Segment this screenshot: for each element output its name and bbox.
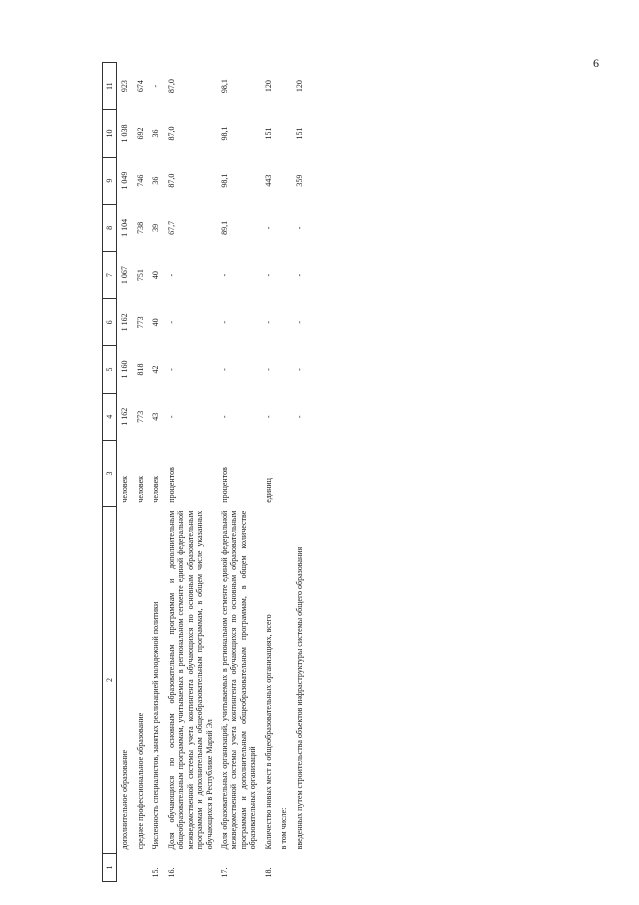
value-cell	[276, 110, 291, 157]
row-unit: процентов	[219, 467, 229, 503]
value-cell: -	[294, 368, 304, 371]
row-description: Численность специалистов, занятых реализацией молодежной политики	[151, 601, 161, 850]
value-cell: 40	[151, 318, 161, 327]
value-cell: 36	[151, 129, 161, 138]
table-row	[148, 63, 163, 882]
value-cell: 1 104	[120, 218, 130, 237]
row-index: 16.	[166, 867, 176, 878]
value-cell: -	[263, 273, 273, 277]
value-cell: 67,7	[166, 220, 176, 235]
row-index	[276, 853, 291, 881]
value-cell: 98,1	[219, 79, 229, 94]
value-cell	[276, 157, 291, 204]
value-cell: -	[294, 415, 304, 419]
row-unit: процентов	[166, 467, 176, 503]
value-cell: 40	[151, 271, 161, 280]
value-cell: -	[263, 415, 273, 419]
row-unit: человек	[120, 475, 130, 503]
value-cell: 359	[294, 174, 304, 187]
value-cell	[276, 63, 291, 110]
row-unit: человек	[135, 475, 145, 503]
header-cell: 7	[103, 252, 117, 299]
value-cell	[276, 346, 291, 393]
header-cell: 3	[103, 440, 117, 506]
value-cell: 773	[135, 316, 145, 329]
row-index: 15.	[151, 867, 161, 878]
value-cell: 42	[151, 365, 161, 374]
value-cell: 43	[151, 412, 161, 421]
value-cell: 1 038	[120, 124, 130, 143]
value-cell: -	[166, 273, 176, 277]
value-cell: 443	[263, 174, 273, 187]
table-row	[292, 63, 307, 882]
value-cell: 36	[151, 176, 161, 185]
value-cell: 98,1	[219, 126, 229, 141]
row-description: дополнительное образование	[120, 749, 130, 850]
value-cell: -	[263, 368, 273, 371]
value-cell	[276, 204, 291, 251]
value-cell: -	[219, 321, 229, 324]
header-cell: 8	[103, 204, 117, 251]
header-cell: 1	[103, 853, 117, 881]
value-cell: -	[219, 415, 229, 419]
table-row	[276, 63, 291, 882]
header-cell: 11	[103, 63, 117, 110]
table-row	[261, 63, 276, 882]
value-cell: -	[166, 415, 176, 419]
row-index	[292, 853, 307, 881]
row-index: 18.	[263, 867, 273, 878]
value-cell: -	[294, 321, 304, 324]
row-unit: единиц	[263, 478, 273, 503]
value-cell: 746	[135, 174, 145, 187]
value-cell: 87,0	[166, 173, 176, 188]
value-cell: 1 162	[120, 407, 130, 426]
row-description: в том числе:	[279, 807, 289, 850]
rotated-table-container	[102, 62, 522, 882]
value-cell: -	[166, 368, 176, 371]
value-cell: 692	[135, 127, 145, 140]
value-cell: 87,0	[166, 79, 176, 94]
value-cell: -	[219, 368, 229, 371]
value-cell: 1 067	[120, 266, 130, 285]
table-row	[164, 63, 217, 882]
value-cell: 923	[120, 80, 130, 93]
value-cell: 818	[135, 363, 145, 376]
header-cell: 2	[103, 507, 117, 854]
row-unit: человек	[151, 475, 161, 503]
row-description: введенных путем строительства объектов инфраструктуры системы общего образования	[294, 546, 304, 850]
row-index	[133, 853, 148, 881]
value-cell: -	[151, 84, 161, 88]
value-cell: 1 162	[120, 313, 130, 332]
value-cell: 98,1	[219, 173, 229, 188]
row-description: Количество новых мест в общеобразовательных организациях, всего	[263, 614, 273, 850]
row-description: Доля образовательных организаций, учитываемых в региональном сегменте единой федеральной межведомственной системы учета контингента обучающихся по основным образовательным программам и дополнительным общеобразовательным программам, в общем количестве образовательных организаций	[219, 510, 258, 850]
value-cell: 87,0	[166, 126, 176, 141]
header-cell: 5	[103, 346, 117, 393]
value-cell	[276, 252, 291, 299]
value-cell: -	[219, 273, 229, 277]
value-cell: -	[263, 321, 273, 324]
value-cell: -	[294, 273, 304, 277]
row-index	[117, 853, 133, 881]
table-row	[133, 63, 148, 882]
value-cell: 1 160	[120, 360, 130, 379]
value-cell: -	[166, 321, 176, 324]
value-cell: 773	[135, 410, 145, 423]
table-row	[117, 63, 133, 882]
value-cell: 1 049	[120, 171, 130, 190]
value-cell: 120	[294, 80, 304, 93]
value-cell	[276, 299, 291, 346]
row-index: 17.	[219, 867, 229, 878]
table-row	[217, 63, 261, 882]
row-description: Доля обучающихся по основным образовательным программам и дополнительным общеобразовательным программам, учитываемых в региональном сегменте единой федеральной межведомственной системы учета контингента обучающихся по основным образовательным программам и дополнительным общеобразовательным программам, в общем числе указанных обучающихся в Республике Марий Эл	[166, 510, 214, 850]
page-number: 6	[593, 56, 599, 70]
header-cell: 6	[103, 299, 117, 346]
row-description: среднее профессиональное образование	[135, 712, 145, 850]
value-cell: 89,1	[219, 220, 229, 235]
value-cell: 751	[135, 269, 145, 282]
indicators-table	[102, 62, 307, 882]
value-cell: -	[263, 226, 273, 230]
value-cell: 151	[294, 127, 304, 140]
row-unit	[292, 440, 307, 506]
header-cell: 9	[103, 157, 117, 204]
value-cell: -	[294, 226, 304, 230]
value-cell	[276, 393, 291, 440]
header-cell: 4	[103, 393, 117, 440]
header-cell: 10	[103, 110, 117, 157]
header-row	[103, 63, 117, 882]
row-unit	[276, 440, 291, 506]
value-cell: 151	[263, 127, 273, 140]
value-cell: 39	[151, 223, 161, 232]
value-cell: 738	[135, 221, 145, 234]
value-cell: 120	[263, 80, 273, 93]
value-cell: 674	[135, 80, 145, 93]
